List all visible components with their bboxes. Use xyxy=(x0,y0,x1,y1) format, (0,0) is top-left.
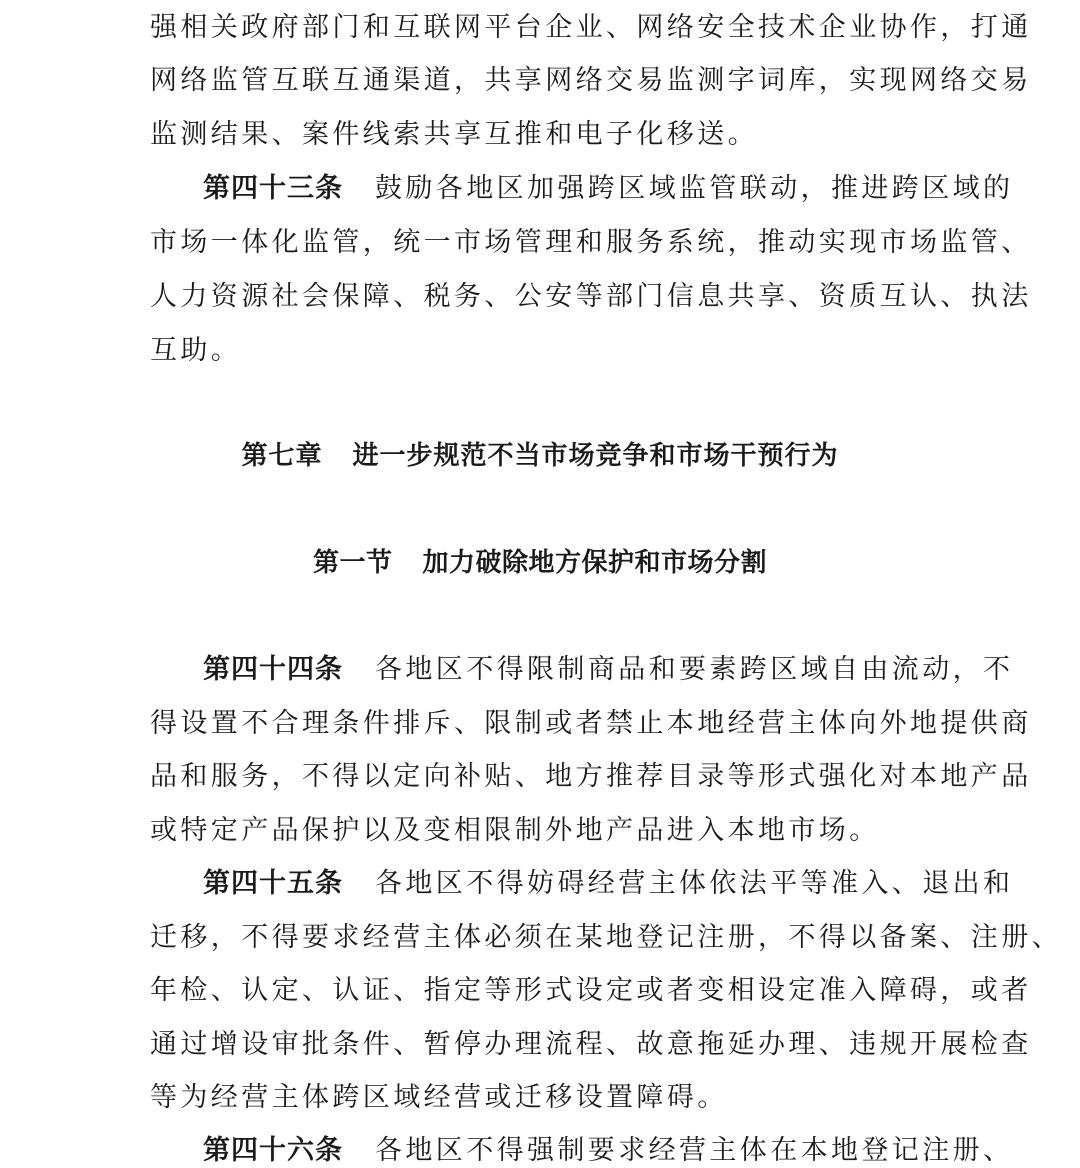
paragraph-line: 通过增设审批条件、暂停办理流程、故意拖延办理、违规开展检查 xyxy=(150,1029,1032,1060)
paragraph-line: 人力资源社会保障、税务、公安等部门信息共享、资质互认、执法 xyxy=(150,281,1032,312)
article-number: 第四十三条 xyxy=(203,173,343,204)
paragraph-line: 或特定产品保护以及变相限制外地产品进入本地市场。 xyxy=(150,815,880,846)
section-heading xyxy=(0,543,1080,583)
chapter-number: 第七章 xyxy=(241,441,323,471)
paragraph-line: 市场一体化监管，统一市场管理和服务系统，推动实现市场监管、 xyxy=(150,227,1032,258)
paragraph-line: 强相关政府部门和互联网平台企业、网络安全技术企业协作，打通 xyxy=(150,12,1032,43)
article-number: 第四十五条 xyxy=(203,868,343,899)
chapter-title: 进一步规范不当市场竞争和市场干预行为 xyxy=(352,441,839,471)
paragraph-line: 互助。 xyxy=(150,335,242,366)
section-number: 第一节 xyxy=(312,548,393,578)
article-text: 鼓励各地区加强跨区域监管联动，推进跨区域的 xyxy=(375,173,1014,204)
article-text: 各地区不得妨碍经营主体依法平等准入、退出和 xyxy=(375,868,1014,899)
article-46-first-line xyxy=(203,1131,1014,1168)
article-45-first-line xyxy=(203,864,1014,904)
article-43-first-line xyxy=(203,169,1014,209)
paragraph-line: 等为经营主体跨区域经营或迁移设置障碍。 xyxy=(150,1082,728,1113)
paragraph-line: 监测结果、案件线索共享互推和电子化移送。 xyxy=(150,119,758,150)
paragraph-line: 网络监管互联互通渠道，共享网络交易监测字词库，实现网络交易 xyxy=(150,65,1032,96)
paragraph-line: 迁移，不得要求经营主体必须在某地登记注册，不得以备案、注册、 xyxy=(150,922,1062,953)
section-title: 加力破除地方保护和市场分割 xyxy=(422,548,768,578)
paragraph-line: 得设置不合理条件排斥、限制或者禁止本地经营主体向外地提供商 xyxy=(150,708,1032,739)
paragraph-line: 品和服务，不得以定向补贴、地方推荐目录等形式强化对本地产品 xyxy=(150,761,1032,792)
chapter-heading xyxy=(0,436,1080,476)
paragraph-line: 年检、认定、认证、指定等形式设定或者变相设定准入障碍，或者 xyxy=(150,975,1032,1006)
article-number: 第四十四条 xyxy=(203,654,343,685)
article-number: 第四十六条 xyxy=(203,1135,343,1166)
article-text: 各地区不得强制要求经营主体在本地登记注册、 xyxy=(375,1135,1014,1166)
article-text: 各地区不得限制商品和要素跨区域自由流动，不 xyxy=(375,654,1014,685)
article-44-first-line xyxy=(203,650,1014,690)
